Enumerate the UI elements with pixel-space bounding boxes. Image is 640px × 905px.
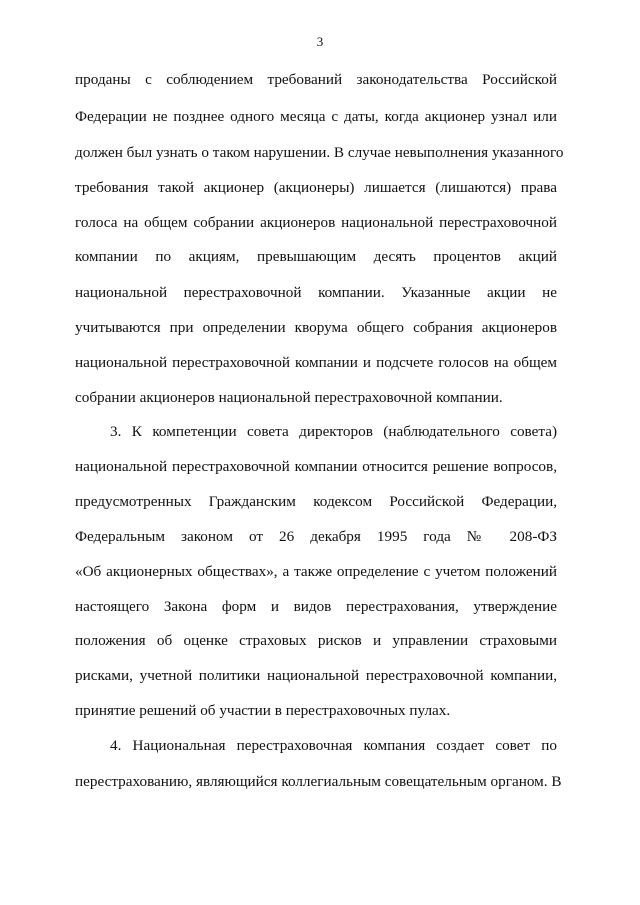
text-line: принятие решений об участии в перестраховочных пулах. [75,702,451,719]
text-line: перестрахованию, являющийся коллегиальным совещательным органом. В [75,773,562,790]
text-line: Федеральным законом от 26 декабря 1995 года № 208-ФЗ [75,528,557,545]
text-line: положения об оценке страховых рисков и управлении страховыми [75,632,557,649]
text-line: голоса на общем собрании акционеров национальной перестраховочной [75,214,557,231]
text-line: 4. Национальная перестраховочная компания создает совет по [110,737,557,754]
text-line: учитываются при определении кворума общего собрания акционеров [75,319,557,336]
text-line: настоящего Закона форм и видов перестрахования, утверждение [75,598,557,615]
text-line: проданы с соблюдением требований законодательства Российской [75,71,557,88]
text-line: требования такой акционер (акционеры) лишается (лишаются) права [75,179,557,196]
text-line: должен был узнать о таком нарушении. В случае невыполнения указанного [75,144,564,161]
text-line: рисками, учетной политики национальной перестраховочной компании, [75,667,557,684]
text-line: национальной перестраховочной компании относится решение вопросов, [75,458,557,475]
text-line: Федерации не позднее одного месяца с даты, когда акционер узнал или [75,108,557,125]
text-line: «Об акционерных обществах», а также определение с учетом положений [75,563,557,580]
text-line: компании по акциям, превышающим десять процентов акций [75,248,557,265]
page-number: 3 [316,34,324,49]
text-line: собрании акционеров национальной перестраховочной компании. [75,389,503,406]
text-line: национальной перестраховочной компании. Указанные акции не [75,284,557,301]
text-line: предусмотренных Гражданским кодексом Российской Федерации, [75,493,557,510]
text-line: национальной перестраховочной компании и подсчете голосов на общем [75,354,557,371]
text-line: 3. К компетенции совета директоров (наблюдательного совета) [110,423,557,440]
